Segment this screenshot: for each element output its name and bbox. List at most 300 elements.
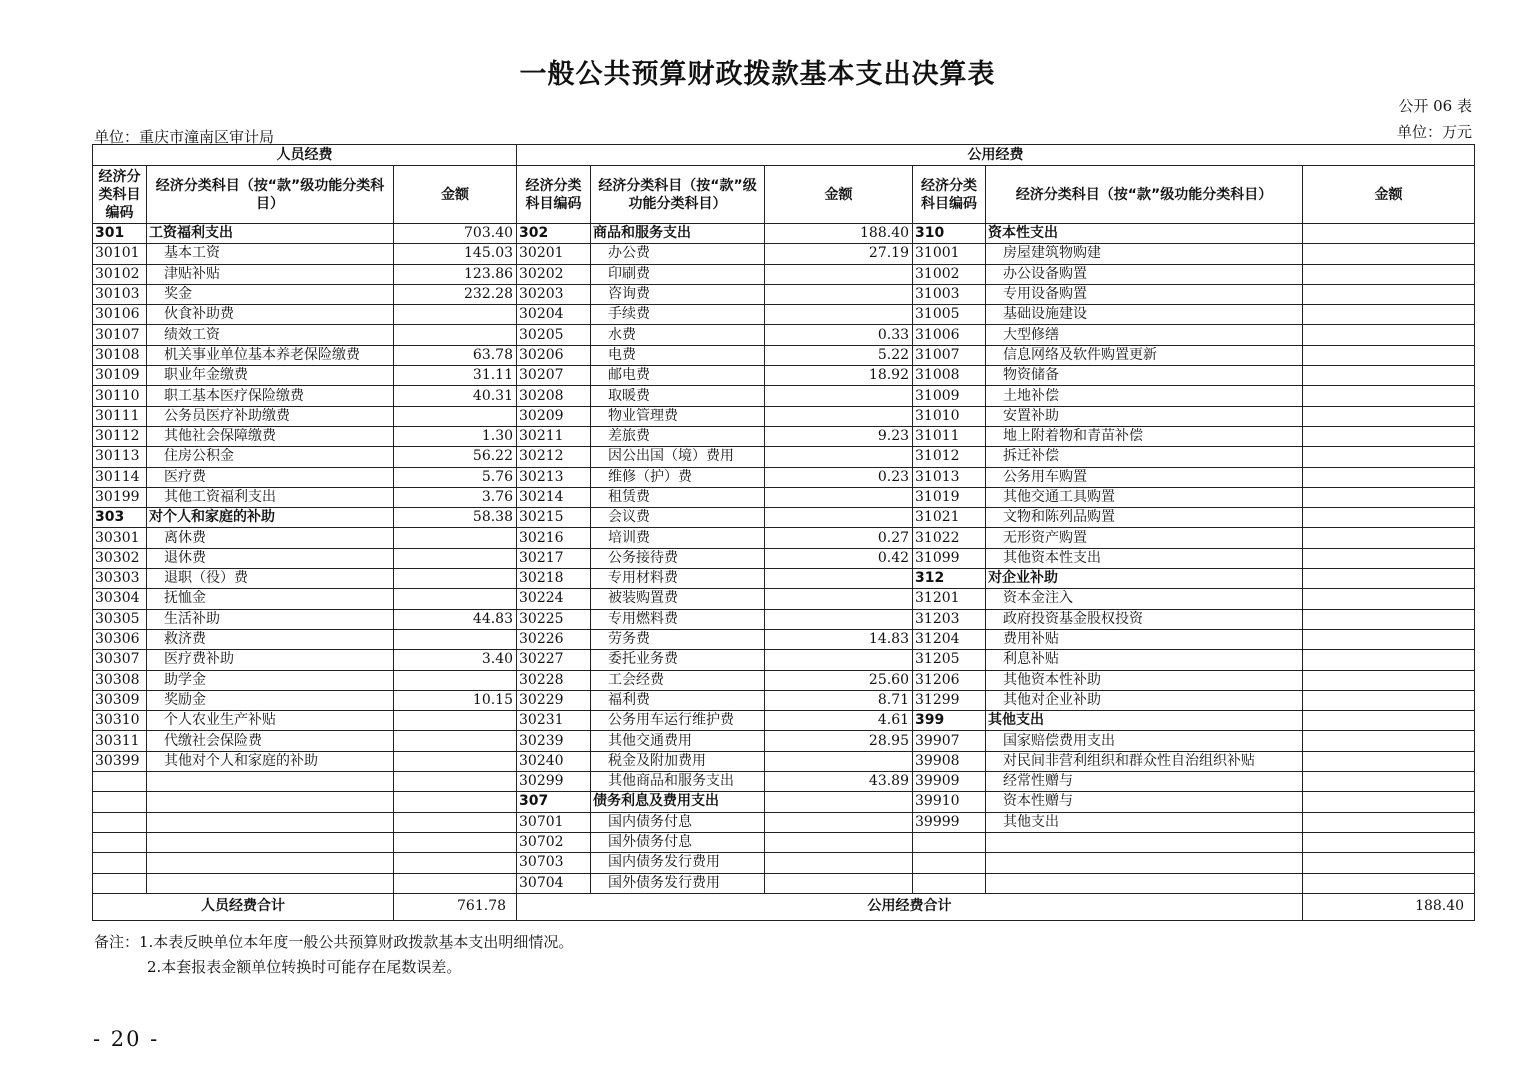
item-amount bbox=[1303, 406, 1475, 426]
item-code bbox=[93, 792, 147, 812]
item-name: 资本金注入 bbox=[986, 589, 1303, 609]
item-name: 物业管理费 bbox=[591, 406, 765, 426]
item-code: 30209 bbox=[517, 406, 591, 426]
item-amount bbox=[765, 609, 913, 629]
item-name: 费用补贴 bbox=[986, 629, 1303, 649]
table-row bbox=[93, 690, 1475, 710]
table-row bbox=[93, 853, 1475, 873]
note-line-1: 备注：1.本表反映单位本年度一般公共预算财政拨款基本支出明细情况。 bbox=[94, 933, 574, 951]
item-code: 30231 bbox=[517, 711, 591, 731]
item-amount: 123.86 bbox=[394, 264, 517, 284]
item-amount bbox=[1303, 264, 1475, 284]
item-amount bbox=[394, 528, 517, 548]
item-amount: 10.15 bbox=[394, 690, 517, 710]
item-name: 其他资本性补助 bbox=[986, 670, 1303, 690]
item-code: 30239 bbox=[517, 731, 591, 751]
item-name: 房屋建筑物购建 bbox=[986, 244, 1303, 264]
item-code: 30228 bbox=[517, 670, 591, 690]
item-amount: 8.71 bbox=[765, 690, 913, 710]
item-code: 31204 bbox=[913, 629, 986, 649]
item-code: 30113 bbox=[93, 447, 147, 467]
item-amount bbox=[394, 629, 517, 649]
item-name: 津贴补贴 bbox=[147, 264, 394, 284]
item-code: 30308 bbox=[93, 670, 147, 690]
item-name: 安置补助 bbox=[986, 406, 1303, 426]
item-amount bbox=[394, 711, 517, 731]
item-name: 其他资本性支出 bbox=[986, 548, 1303, 568]
item-amount: 1.30 bbox=[394, 426, 517, 446]
item-amount bbox=[1303, 731, 1475, 751]
note-line-2: 2.本套报表金额单位转换时可能存在尾数误差。 bbox=[147, 958, 462, 976]
table-row bbox=[93, 487, 1475, 507]
item-code: 31019 bbox=[913, 487, 986, 507]
item-code: 31002 bbox=[913, 264, 986, 284]
item-name: 国内债务付息 bbox=[591, 812, 765, 832]
item-name: 个人农业生产补贴 bbox=[147, 711, 394, 731]
item-amount bbox=[1303, 873, 1475, 893]
item-name: 其他交通工具购置 bbox=[986, 487, 1303, 507]
item-code: 31003 bbox=[913, 284, 986, 304]
item-code: 31299 bbox=[913, 690, 986, 710]
item-name: 国内债务发行费用 bbox=[591, 853, 765, 873]
item-code: 30225 bbox=[517, 609, 591, 629]
table-row bbox=[93, 569, 1475, 589]
item-name: 其他支出 bbox=[986, 812, 1303, 832]
table-row bbox=[93, 812, 1475, 832]
item-code: 30107 bbox=[93, 325, 147, 345]
item-amount: 3.40 bbox=[394, 650, 517, 670]
item-amount bbox=[765, 508, 913, 528]
item-name: 办公费 bbox=[591, 244, 765, 264]
item-amount bbox=[765, 873, 913, 893]
item-name bbox=[147, 832, 394, 852]
item-name bbox=[147, 792, 394, 812]
item-name: 物资储备 bbox=[986, 366, 1303, 386]
item-amount bbox=[1303, 284, 1475, 304]
reporting-unit: 单位：重庆市潼南区审计局 bbox=[94, 128, 275, 146]
item-name: 土地补偿 bbox=[986, 386, 1303, 406]
item-code: 30211 bbox=[517, 426, 591, 446]
item-amount bbox=[1303, 832, 1475, 852]
item-code: 30207 bbox=[517, 366, 591, 386]
item-amount bbox=[1303, 426, 1475, 446]
col-name-header: 经济分类科目（按“款”级功能分类科目） bbox=[147, 166, 394, 224]
item-code: 30214 bbox=[517, 487, 591, 507]
item-name: 其他对个人和家庭的补助 bbox=[147, 751, 394, 771]
item-name: 政府投资基金股权投资 bbox=[986, 609, 1303, 629]
table-row bbox=[93, 832, 1475, 852]
item-amount: 188.40 bbox=[765, 224, 913, 244]
item-name: 委托业务费 bbox=[591, 650, 765, 670]
item-name bbox=[147, 772, 394, 792]
item-name: 资本性支出 bbox=[986, 224, 1303, 244]
item-amount: 5.22 bbox=[765, 345, 913, 365]
item-amount: 145.03 bbox=[394, 244, 517, 264]
currency-unit: 单位：万元 bbox=[1396, 123, 1472, 141]
table-row bbox=[93, 244, 1475, 264]
item-amount bbox=[394, 406, 517, 426]
item-name: 培训费 bbox=[591, 528, 765, 548]
item-code: 30226 bbox=[517, 629, 591, 649]
item-amount: 40.31 bbox=[394, 386, 517, 406]
item-amount bbox=[1303, 386, 1475, 406]
item-name: 奖金 bbox=[147, 284, 394, 304]
item-code: 30702 bbox=[517, 832, 591, 852]
item-code: 31012 bbox=[913, 447, 986, 467]
table-row bbox=[93, 406, 1475, 426]
item-amount: 63.78 bbox=[394, 345, 517, 365]
item-amount bbox=[1303, 548, 1475, 568]
item-code bbox=[913, 832, 986, 852]
item-code: 30199 bbox=[93, 487, 147, 507]
item-code: 31011 bbox=[913, 426, 986, 446]
item-name: 工资福利支出 bbox=[147, 224, 394, 244]
item-code: 31008 bbox=[913, 366, 986, 386]
item-name bbox=[986, 832, 1303, 852]
item-amount: 28.95 bbox=[765, 731, 913, 751]
item-code: 31099 bbox=[913, 548, 986, 568]
item-amount bbox=[765, 832, 913, 852]
item-amount: 44.83 bbox=[394, 609, 517, 629]
item-name: 取暖费 bbox=[591, 386, 765, 406]
item-name: 国家赔偿费用支出 bbox=[986, 731, 1303, 751]
item-amount: 18.92 bbox=[765, 366, 913, 386]
item-amount bbox=[394, 548, 517, 568]
item-name: 文物和陈列品购置 bbox=[986, 508, 1303, 528]
table-row bbox=[93, 772, 1475, 792]
item-code: 312 bbox=[913, 569, 986, 589]
table-row bbox=[93, 711, 1475, 731]
item-amount bbox=[1303, 345, 1475, 365]
item-amount bbox=[1303, 467, 1475, 487]
item-code: 30101 bbox=[93, 244, 147, 264]
item-amount bbox=[1303, 305, 1475, 325]
item-amount bbox=[765, 569, 913, 589]
item-amount bbox=[1303, 609, 1475, 629]
item-name: 其他社会保障缴费 bbox=[147, 426, 394, 446]
col-name-header: 经济分类科目（按“款”级功能分类科目） bbox=[591, 166, 765, 224]
item-amount bbox=[1303, 366, 1475, 386]
item-code: 30203 bbox=[517, 284, 591, 304]
item-name bbox=[986, 853, 1303, 873]
item-code: 30307 bbox=[93, 650, 147, 670]
item-amount: 232.28 bbox=[394, 284, 517, 304]
table-row bbox=[93, 873, 1475, 893]
item-code: 30202 bbox=[517, 264, 591, 284]
item-amount bbox=[765, 751, 913, 771]
personnel-total-amount: 761.78 bbox=[394, 893, 517, 920]
item-name: 差旅费 bbox=[591, 426, 765, 446]
page-number: - 20 - bbox=[93, 1027, 160, 1051]
col-code-header: 经济分类科目编码 bbox=[93, 166, 147, 224]
item-amount bbox=[765, 264, 913, 284]
item-name: 利息补贴 bbox=[986, 650, 1303, 670]
item-name: 印刷费 bbox=[591, 264, 765, 284]
item-amount bbox=[765, 487, 913, 507]
item-amount: 0.27 bbox=[765, 528, 913, 548]
item-name: 公务用车购置 bbox=[986, 467, 1303, 487]
item-name: 救济费 bbox=[147, 629, 394, 649]
item-amount bbox=[394, 305, 517, 325]
item-name: 因公出国（境）费用 bbox=[591, 447, 765, 467]
item-code: 39910 bbox=[913, 792, 986, 812]
item-code: 30304 bbox=[93, 589, 147, 609]
table-row bbox=[93, 447, 1475, 467]
item-name: 其他工资福利支出 bbox=[147, 487, 394, 507]
item-amount bbox=[1303, 508, 1475, 528]
item-amount bbox=[1303, 629, 1475, 649]
item-amount bbox=[394, 792, 517, 812]
item-code: 30212 bbox=[517, 447, 591, 467]
item-code: 399 bbox=[913, 711, 986, 731]
item-amount bbox=[394, 589, 517, 609]
item-code bbox=[93, 812, 147, 832]
item-code: 31201 bbox=[913, 589, 986, 609]
item-code: 31009 bbox=[913, 386, 986, 406]
item-name: 机关事业单位基本养老保险缴费 bbox=[147, 345, 394, 365]
item-code: 30205 bbox=[517, 325, 591, 345]
item-code: 310 bbox=[913, 224, 986, 244]
item-name: 会议费 bbox=[591, 508, 765, 528]
item-code: 30106 bbox=[93, 305, 147, 325]
item-name: 其他交通费用 bbox=[591, 731, 765, 751]
item-code: 30109 bbox=[93, 366, 147, 386]
item-amount bbox=[1303, 244, 1475, 264]
item-code: 30110 bbox=[93, 386, 147, 406]
item-amount bbox=[1303, 792, 1475, 812]
item-amount bbox=[394, 569, 517, 589]
item-code: 39999 bbox=[913, 812, 986, 832]
item-name: 国外债务付息 bbox=[591, 832, 765, 852]
item-code bbox=[93, 853, 147, 873]
personnel-header: 人员经费 bbox=[93, 145, 517, 166]
item-name: 维修（护）费 bbox=[591, 467, 765, 487]
item-code: 31006 bbox=[913, 325, 986, 345]
item-amount: 14.83 bbox=[765, 629, 913, 649]
item-code: 31022 bbox=[913, 528, 986, 548]
item-name: 职工基本医疗保险缴费 bbox=[147, 386, 394, 406]
item-name: 水费 bbox=[591, 325, 765, 345]
item-code: 31205 bbox=[913, 650, 986, 670]
item-name: 公务员医疗补助缴费 bbox=[147, 406, 394, 426]
table-row bbox=[93, 386, 1475, 406]
item-code: 31013 bbox=[913, 467, 986, 487]
item-code: 30114 bbox=[93, 467, 147, 487]
item-name: 福利费 bbox=[591, 690, 765, 710]
table-row bbox=[93, 548, 1475, 568]
item-code: 30229 bbox=[517, 690, 591, 710]
item-name: 离休费 bbox=[147, 528, 394, 548]
item-name: 医疗费补助 bbox=[147, 650, 394, 670]
table-row bbox=[93, 508, 1475, 528]
table-row bbox=[93, 284, 1475, 304]
item-code: 301 bbox=[93, 224, 147, 244]
item-code: 30310 bbox=[93, 711, 147, 731]
item-code: 30701 bbox=[517, 812, 591, 832]
item-name: 经常性赠与 bbox=[986, 772, 1303, 792]
item-amount: 703.40 bbox=[394, 224, 517, 244]
item-amount bbox=[394, 751, 517, 771]
item-amount bbox=[394, 853, 517, 873]
item-amount bbox=[394, 772, 517, 792]
item-amount bbox=[1303, 224, 1475, 244]
item-name: 医疗费 bbox=[147, 467, 394, 487]
item-amount bbox=[394, 832, 517, 852]
item-amount bbox=[394, 731, 517, 751]
item-code: 30215 bbox=[517, 508, 591, 528]
col-name-header: 经济分类科目（按“款”级功能分类科目） bbox=[986, 166, 1303, 224]
item-amount bbox=[765, 406, 913, 426]
item-name: 无形资产购置 bbox=[986, 528, 1303, 548]
table-row bbox=[93, 629, 1475, 649]
item-name: 租赁费 bbox=[591, 487, 765, 507]
item-name: 抚恤金 bbox=[147, 589, 394, 609]
item-name: 税金及附加费用 bbox=[591, 751, 765, 771]
item-code: 39907 bbox=[913, 731, 986, 751]
item-name: 其他商品和服务支出 bbox=[591, 772, 765, 792]
table-row bbox=[93, 264, 1475, 284]
item-name: 退休费 bbox=[147, 548, 394, 568]
table-row bbox=[93, 366, 1475, 386]
item-code: 31005 bbox=[913, 305, 986, 325]
item-code: 30216 bbox=[517, 528, 591, 548]
item-amount bbox=[765, 589, 913, 609]
item-code: 39909 bbox=[913, 772, 986, 792]
item-name: 其他对企业补助 bbox=[986, 690, 1303, 710]
table-row bbox=[93, 345, 1475, 365]
table-row bbox=[93, 792, 1475, 812]
item-name: 工会经费 bbox=[591, 670, 765, 690]
item-name: 代缴社会保险费 bbox=[147, 731, 394, 751]
item-code: 31021 bbox=[913, 508, 986, 528]
item-code: 30217 bbox=[517, 548, 591, 568]
item-code: 307 bbox=[517, 792, 591, 812]
item-name: 咨询费 bbox=[591, 284, 765, 304]
col-amount-header: 金额 bbox=[765, 166, 913, 224]
item-code: 30306 bbox=[93, 629, 147, 649]
item-amount bbox=[765, 447, 913, 467]
item-name: 基础设施建设 bbox=[986, 305, 1303, 325]
item-amount bbox=[1303, 812, 1475, 832]
item-name: 国外债务发行费用 bbox=[591, 873, 765, 893]
item-code: 302 bbox=[517, 224, 591, 244]
table-row bbox=[93, 528, 1475, 548]
table-row bbox=[93, 467, 1475, 487]
item-code: 30311 bbox=[93, 731, 147, 751]
item-name: 电费 bbox=[591, 345, 765, 365]
table-row bbox=[93, 670, 1475, 690]
item-name: 对个人和家庭的补助 bbox=[147, 508, 394, 528]
item-amount bbox=[1303, 528, 1475, 548]
item-code: 30703 bbox=[517, 853, 591, 873]
item-amount bbox=[1303, 670, 1475, 690]
personnel-total-label: 人员经费合计 bbox=[93, 893, 394, 920]
col-code-header: 经济分类科目编码 bbox=[913, 166, 986, 224]
expenditure-table bbox=[92, 144, 1475, 921]
item-amount bbox=[394, 812, 517, 832]
table-row bbox=[93, 426, 1475, 446]
item-name: 专用设备购置 bbox=[986, 284, 1303, 304]
item-code: 30240 bbox=[517, 751, 591, 771]
item-code bbox=[93, 772, 147, 792]
item-name: 生活补助 bbox=[147, 609, 394, 629]
item-code: 30103 bbox=[93, 284, 147, 304]
item-amount bbox=[1303, 690, 1475, 710]
item-amount bbox=[1303, 487, 1475, 507]
item-name: 其他支出 bbox=[986, 711, 1303, 731]
item-name: 债务利息及费用支出 bbox=[591, 792, 765, 812]
item-amount: 43.89 bbox=[765, 772, 913, 792]
item-code: 30299 bbox=[517, 772, 591, 792]
public-total-amount: 188.40 bbox=[1303, 893, 1475, 920]
item-code: 30303 bbox=[93, 569, 147, 589]
item-name bbox=[147, 812, 394, 832]
table-row bbox=[93, 325, 1475, 345]
item-name: 职业年金缴费 bbox=[147, 366, 394, 386]
item-name: 绩效工资 bbox=[147, 325, 394, 345]
item-name: 信息网络及软件购置更新 bbox=[986, 345, 1303, 365]
item-code: 303 bbox=[93, 508, 147, 528]
table-row bbox=[93, 650, 1475, 670]
table-row bbox=[93, 731, 1475, 751]
table-row bbox=[93, 224, 1475, 244]
item-amount bbox=[1303, 589, 1475, 609]
item-code bbox=[93, 832, 147, 852]
item-name: 专用材料费 bbox=[591, 569, 765, 589]
item-amount: 3.76 bbox=[394, 487, 517, 507]
item-name bbox=[986, 873, 1303, 893]
item-code bbox=[913, 873, 986, 893]
item-name: 专用燃料费 bbox=[591, 609, 765, 629]
item-amount: 56.22 bbox=[394, 447, 517, 467]
item-amount bbox=[1303, 650, 1475, 670]
item-name: 劳务费 bbox=[591, 629, 765, 649]
item-code: 30305 bbox=[93, 609, 147, 629]
item-code: 30102 bbox=[93, 264, 147, 284]
item-amount bbox=[1303, 772, 1475, 792]
item-code: 30201 bbox=[517, 244, 591, 264]
item-amount bbox=[765, 853, 913, 873]
item-name: 商品和服务支出 bbox=[591, 224, 765, 244]
item-amount bbox=[1303, 751, 1475, 771]
public-total-label: 公用经费合计 bbox=[517, 893, 1303, 920]
item-code: 30112 bbox=[93, 426, 147, 446]
item-code: 30399 bbox=[93, 751, 147, 771]
item-code: 31203 bbox=[913, 609, 986, 629]
item-code: 30108 bbox=[93, 345, 147, 365]
item-amount bbox=[1303, 447, 1475, 467]
item-code: 30213 bbox=[517, 467, 591, 487]
item-code: 31001 bbox=[913, 244, 986, 264]
item-amount: 0.23 bbox=[765, 467, 913, 487]
item-amount: 9.23 bbox=[765, 426, 913, 446]
item-name: 公务用车运行维护费 bbox=[591, 711, 765, 731]
item-code: 30206 bbox=[517, 345, 591, 365]
item-amount: 25.60 bbox=[765, 670, 913, 690]
item-amount bbox=[1303, 853, 1475, 873]
item-name bbox=[147, 853, 394, 873]
item-code: 31007 bbox=[913, 345, 986, 365]
item-name: 伙食补助费 bbox=[147, 305, 394, 325]
item-amount bbox=[394, 670, 517, 690]
item-amount: 5.76 bbox=[394, 467, 517, 487]
item-name: 奖励金 bbox=[147, 690, 394, 710]
item-code: 39908 bbox=[913, 751, 986, 771]
item-code: 30227 bbox=[517, 650, 591, 670]
item-amount: 4.61 bbox=[765, 711, 913, 731]
item-amount bbox=[394, 873, 517, 893]
item-code: 30208 bbox=[517, 386, 591, 406]
